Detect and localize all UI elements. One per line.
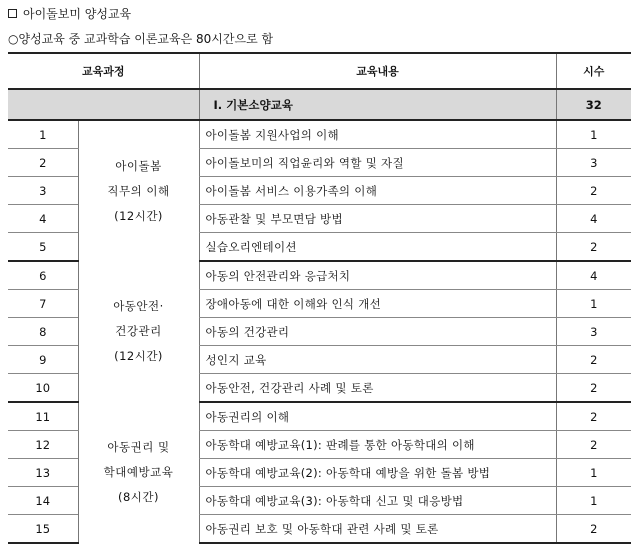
- row-number: 8: [8, 318, 78, 346]
- row-number: 6: [8, 261, 78, 290]
- row-number: 11: [8, 402, 78, 431]
- row-content: 장애아동에 대한 이해와 인식 개선: [199, 290, 556, 318]
- course-group-label-line: 아동안전·: [113, 299, 164, 313]
- course-group-label: [78, 402, 199, 543]
- row-number: 14: [8, 487, 78, 515]
- section-heading: [8, 5, 131, 22]
- row-number: 2: [8, 149, 78, 177]
- column-header-hours: 시수: [556, 53, 631, 89]
- row-content: 아이돌봄 지원사업의 이해: [199, 120, 556, 149]
- row-hours: 1: [556, 487, 631, 515]
- course-group-label-line: 건강관리: [115, 324, 162, 338]
- row-content: 아동권리의 이해: [199, 402, 556, 431]
- checkbox-square-icon: [8, 9, 17, 18]
- curriculum-table: [8, 52, 631, 544]
- column-header-course: 교육과정: [8, 53, 199, 89]
- row-content: 아동관찰 및 부모면담 방법: [199, 205, 556, 233]
- row-content: 성인지 교육: [199, 346, 556, 374]
- row-hours: 1: [556, 120, 631, 149]
- row-hours: 2: [556, 431, 631, 459]
- table-row: [8, 261, 631, 290]
- subtotal-spacer: [8, 89, 199, 120]
- row-number: 4: [8, 205, 78, 233]
- row-content: 아동학대 예방교육(3): 아동학대 신고 및 대응방법: [199, 487, 556, 515]
- row-number: 5: [8, 233, 78, 262]
- section-heading-text: 아이돌보미 양성교육: [23, 7, 132, 21]
- row-content: 실습오리엔테이션: [199, 233, 556, 262]
- row-hours: 2: [556, 177, 631, 205]
- row-content: 아동학대 예방교육(1): 판례를 통한 아동학대의 이해: [199, 431, 556, 459]
- row-content: 아동학대 예방교육(2): 아동학대 예방을 위한 돌봄 방법: [199, 459, 556, 487]
- row-content: 아동권리 보호 및 아동학대 관련 사례 및 토론: [199, 515, 556, 544]
- column-header-content: 교육내용: [199, 53, 556, 89]
- subtotal-row: [8, 89, 631, 120]
- row-number: 7: [8, 290, 78, 318]
- course-group-label: [78, 261, 199, 402]
- course-group-label-line: 학대예방교육: [103, 465, 174, 479]
- row-hours: 2: [556, 402, 631, 431]
- row-hours: 3: [556, 149, 631, 177]
- row-hours: 1: [556, 290, 631, 318]
- course-group-label-line: 아동권리 및: [107, 440, 170, 454]
- course-group-label: [78, 120, 199, 261]
- section-note: ○양성교육 중 교과학습 이론교육은 80시간으로 함: [8, 32, 274, 46]
- subtotal-title: Ⅰ. 기본소양교육: [199, 89, 556, 120]
- row-content: 아동안전, 건강관리 사례 및 토론: [199, 374, 556, 403]
- row-number: 13: [8, 459, 78, 487]
- row-hours: 4: [556, 205, 631, 233]
- row-hours: 1: [556, 459, 631, 487]
- row-hours: 3: [556, 318, 631, 346]
- row-number: 9: [8, 346, 78, 374]
- row-hours: 2: [556, 374, 631, 403]
- row-content: 아이돌봄 서비스 이용가족의 이해: [199, 177, 556, 205]
- course-group-label-line: 직무의 이해: [107, 183, 170, 198]
- table-row: [8, 120, 631, 149]
- row-content: 아동의 건강관리: [199, 318, 556, 346]
- row-hours: 2: [556, 515, 631, 544]
- row-number: 1: [8, 120, 78, 149]
- course-group-label-line: (8시간): [118, 490, 160, 504]
- row-number: 12: [8, 431, 78, 459]
- table-row: [8, 402, 631, 431]
- row-number: 15: [8, 515, 78, 544]
- row-hours: 4: [556, 261, 631, 290]
- table-body: [8, 89, 631, 543]
- subtotal-hours: 32: [556, 89, 631, 120]
- row-number: 10: [8, 374, 78, 403]
- course-group-label-line: (12시간): [114, 208, 163, 223]
- table-header-row: [8, 53, 631, 89]
- row-content: 아동의 안전관리와 응급처치: [199, 261, 556, 290]
- row-hours: 2: [556, 346, 631, 374]
- course-group-label-line: (12시간): [114, 349, 163, 363]
- row-content: 아이돌보미의 직업윤리와 역할 및 자질: [199, 149, 556, 177]
- course-group-label-line: 아이돌봄: [115, 158, 162, 173]
- row-hours: 2: [556, 233, 631, 262]
- row-number: 3: [8, 177, 78, 205]
